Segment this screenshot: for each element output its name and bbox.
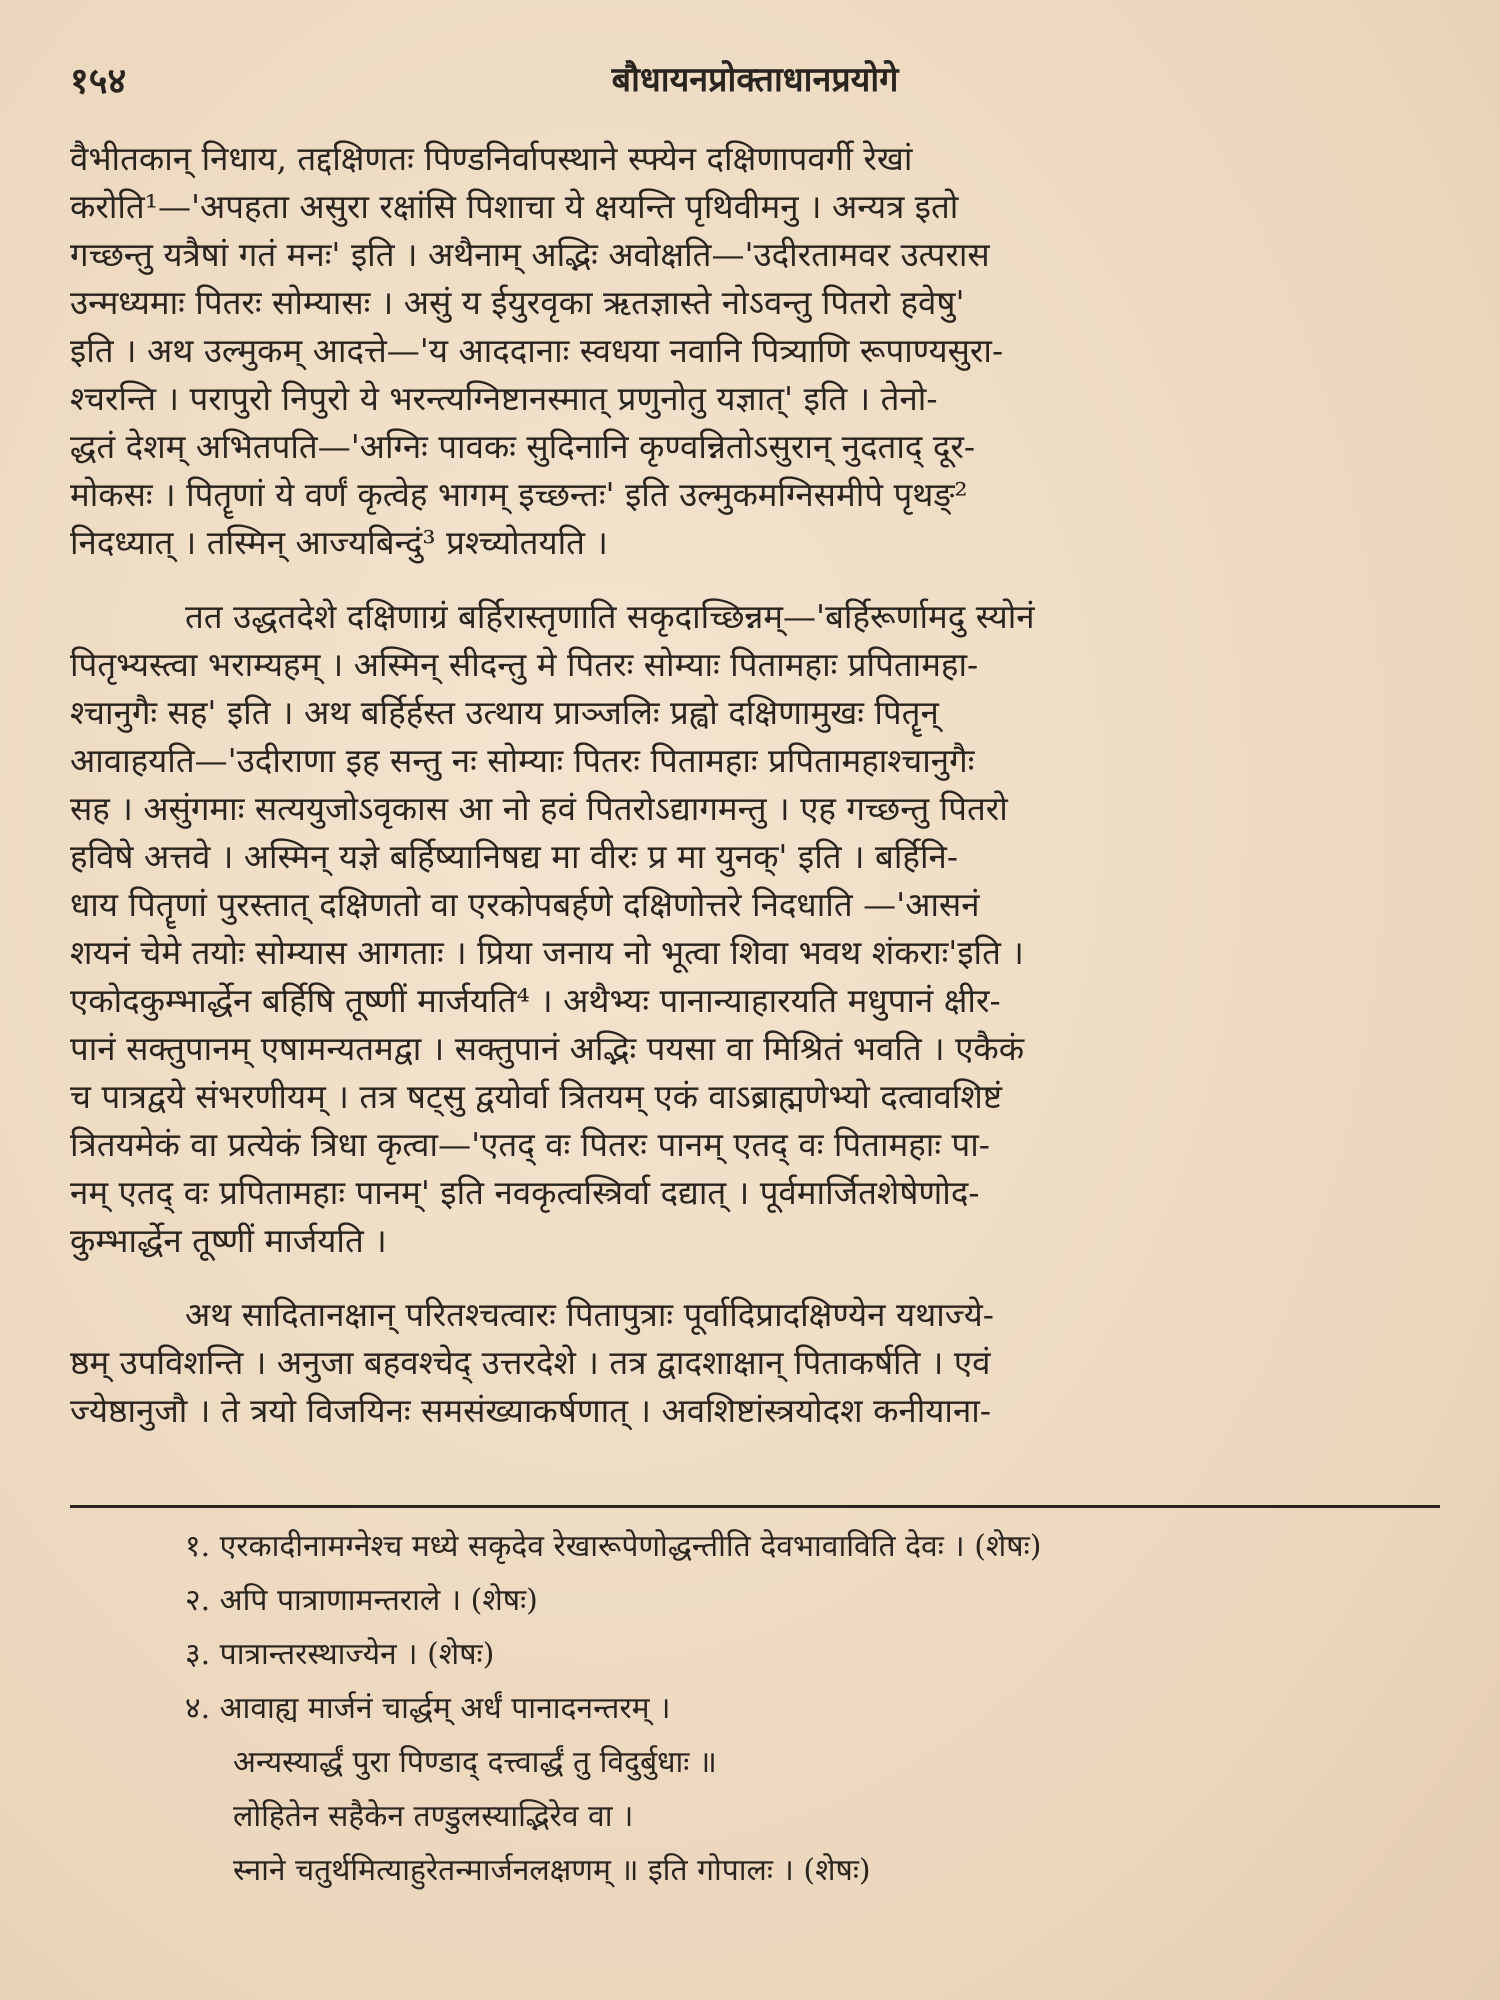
text-line: नम् एतद् वः प्रपितामहाः पानम्' इति नवकृत्वस्त्रिर्वा दद्यात् । पूर्वमार्जितशेषेणोद- <box>70 1173 980 1212</box>
page-number: १५४ <box>70 60 127 102</box>
paragraph <box>70 593 1450 1265</box>
text-line: हविषे अत्तवे । अस्मिन् यज्ञे बर्हिष्यानिषद्य मा वीरः प्र मा युनक्' इति । बर्हिनि- <box>70 837 958 876</box>
text-line: पानं सक्तुपानम् एषामन्यतमद्वा । सक्तुपानं अद्भिः पयसा वा मिश्रितं भवति । एकैकं <box>70 1029 1025 1068</box>
footnotes <box>185 1520 1445 1898</box>
text-line: निदध्यात् । तस्मिन् आज्यबिन्दुं³ प्रश्च्योतयति । <box>70 523 608 562</box>
footnote-verse-line: अन्यस्यार्द्धं पुरा पिण्डाद् दत्त्वार्द्धं तु विदुर्बुधाः ॥ <box>233 1745 717 1780</box>
footnote-verse-line: लोहितेन सहैकेन तण्डुलस्याद्भिरेव वा । <box>233 1799 634 1834</box>
text-line: शयनं चेमे तयोः सोम्यास आगताः । प्रिया जनाय नो भूत्वा शिवा भवथ शंकराः'इति । <box>70 933 1024 972</box>
footnote: ३. पात्रान्तरस्थाज्येन । (शेषः) <box>185 1637 495 1672</box>
footnote-verse-line: स्नाने चतुर्थमित्याहुरेतन्मार्जनलक्षणम् ॥ इति गोपालः । (शेषः) <box>233 1853 871 1888</box>
text-line: करोति¹—'अपहता असुरा रक्षांसि पिशाचा ये क्षयन्ति पृथिवीमनु । अन्यत्र इतो <box>70 187 959 226</box>
paragraph <box>70 1291 1450 1435</box>
text-line: गच्छन्तु यत्रैषां गतं मनः' इति । अथैनाम् अद्भिः अवोक्षति—'उदीरतामवर उत्परास <box>70 235 990 274</box>
text-line: पितृभ्यस्त्वा भराम्यहम् । अस्मिन् सीदन्तु मे पितरः सोम्याः पितामहाः प्रपितामहा- <box>70 645 979 684</box>
footnote: १. एरकादीनामग्नेश्च मध्ये सकृदेव रेखारूपेणोद्धन्तीति देवभावाविति देवः । (शेषः) <box>185 1529 1042 1564</box>
main-text <box>70 135 1450 1435</box>
running-title: बौधायनप्रोक्ताधानप्रयोगे <box>611 60 899 100</box>
text-line: च पात्रद्वये संभरणीयम् । तत्र षट्सु द्वयोर्वा त्रितयम् एकं वाऽब्राह्मणेभ्यो दत्वावशिष्टं <box>70 1077 1003 1116</box>
text-line: कुम्भार्द्धेन तूष्णीं मार्जयति । <box>70 1221 387 1260</box>
text-line: श्चानुगैः सह' इति । अथ बर्हिर्हस्त उत्थाय प्राञ्जलिः प्रह्वो दक्षिणामुखः पितॄन् <box>70 693 939 732</box>
page-header <box>70 55 1440 105</box>
text-line: उन्मध्यमाः पितरः सोम्यासः । असुं य ईयुरवृका ऋतज्ञास्ते नोऽवन्तु पितरो हवेषु' <box>70 283 965 322</box>
text-line: आवाहयति—'उदीराणा इह सन्तु नः सोम्याः पितरः पितामहाः प्रपितामहाश्चानुगैः <box>70 741 975 780</box>
text-line: द्धतं देशम् अभितपति—'अग्निः पावकः सुदिनानि कृण्वन्नितोऽसुरान् नुदताद् दूर- <box>70 427 976 466</box>
paragraph <box>70 135 1450 567</box>
footnote: २. अपि पात्राणामन्तराले । (शेषः) <box>185 1583 538 1618</box>
text-line: त्रितयमेकं वा प्रत्येकं त्रिधा कृत्वा—'एतद् वः पितरः पानम् एतद् वः पितामहाः पा- <box>70 1125 990 1164</box>
footnote-divider <box>70 1505 1440 1508</box>
text-line: श्चरन्ति । परापुरो निपुरो ये भरन्त्यग्निष्टानस्मात् प्रणुनोतु यज्ञात्' इति । तेनो- <box>70 379 938 418</box>
text-line: सह । असुंगमाः सत्ययुजोऽवृकास आ नो हवं पितरोऽद्यागमन्तु । एह गच्छन्तु पितरो <box>70 789 1008 828</box>
text-line: मोकसः । पितॄणां ये वर्णं कृत्वेह भागम् इच्छन्तः' इति उल्मुकमग्निसमीपे पृथङ्² <box>70 475 968 514</box>
text-line: ष्ठम् उपविशन्ति । अनुजा बहवश्चेद् उत्तरदेशे । तत्र द्वादशाक्षान् पिताकर्षति । एवं <box>70 1343 991 1382</box>
text-line: धाय पितॄणां पुरस्तात् दक्षिणतो वा एरकोपबर्हणे दक्षिणोत्तरे निदधाति —'आसनं <box>70 885 980 924</box>
footnote: ४. आवाह्य मार्जनं चार्द्धम् अर्धं पानादनन्तरम् । <box>185 1691 671 1726</box>
text-line: अथ सादितानक्षान् परितश्चत्वारः पितापुत्राः पूर्वादिप्रादक्षिण्येन यथाज्ये- <box>185 1295 994 1334</box>
text-line: इति । अथ उल्मुकम् आदत्ते—'य आददानाः स्वधया नवानि पित्र्याणि रूपाण्यसुरा- <box>70 331 1004 370</box>
text-line: वैभीतकान् निधाय, तद्दक्षिणतः पिण्डनिर्वापस्थाने स्फ्येन दक्षिणापवर्गी रेखां <box>70 139 913 178</box>
text-line: तत उद्धतदेशे दक्षिणाग्रं बर्हिरास्तृणाति सकृदाच्छिन्नम्—'बर्हिरूर्णामदु स्योनं <box>185 597 1035 636</box>
text-line: ज्येष्ठानुजौ । ते त्रयो विजयिनः समसंख्याकर्षणात् । अवशिष्टांस्त्रयोदश कनीयाना- <box>70 1391 991 1430</box>
text-line: एकोदकुम्भार्द्धेन बर्हिषि तूष्णीं मार्जयति⁴ । अथैभ्यः पानान्याहारयति मधुपानं क्षीर- <box>70 981 1001 1020</box>
